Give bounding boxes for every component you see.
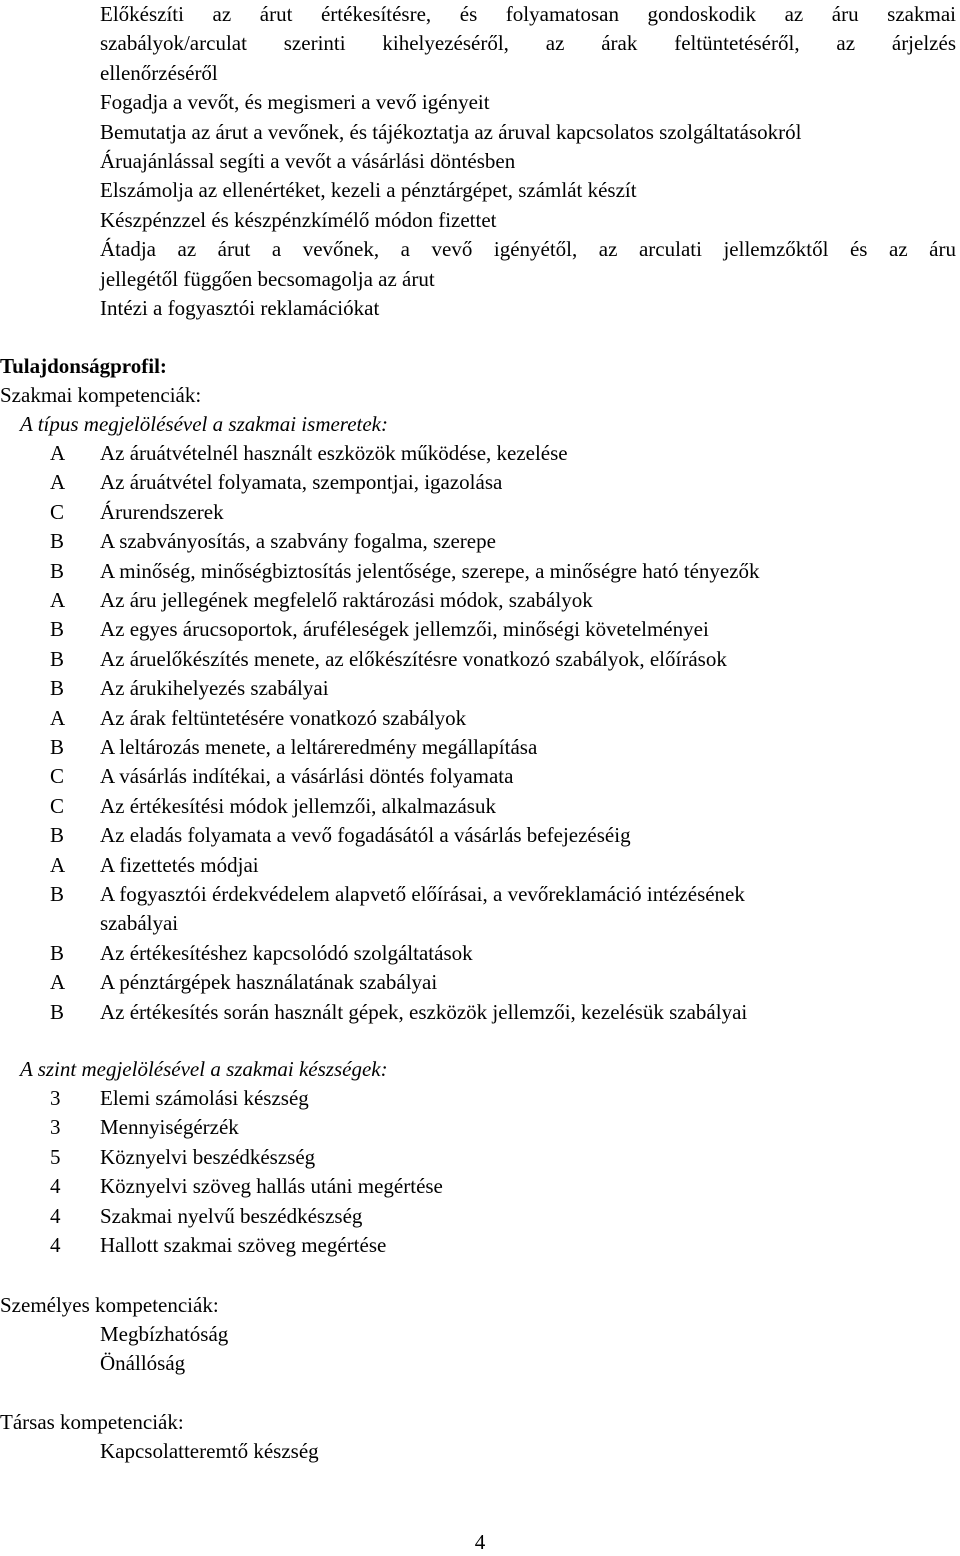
- social-competency-item: Kapcsolatteremtő készség: [100, 1439, 319, 1463]
- intro-line: Előkészíti az árut értékesítésre, és folyamatosan gondoskodik az áru szakmai: [100, 2, 956, 26]
- intro-line: szabályok/arculat szerinti kihelyezéséről, az árak feltüntetéséről, az árjelzés: [100, 31, 956, 56]
- page-number: 4: [474, 1530, 486, 1554]
- intro-line: Intézi a fogyasztói reklamációkat: [100, 296, 380, 320]
- knowledge-grade: A: [50, 852, 66, 877]
- intro-line: Fogadja a vevőt, és megismeri a vevő igényeit: [100, 90, 490, 115]
- knowledge-grade: B: [50, 529, 65, 554]
- intro-line: ellenőrzéséről: [100, 60, 218, 85]
- intro-line: Készpénzzel és készpénzkímélő módon fizettet: [100, 207, 497, 232]
- knowledge-item-text: Az áru jellegének megfelelő raktározási módok, szabályok: [100, 588, 593, 612]
- knowledge-item-text: szabályai: [100, 911, 179, 936]
- knowledge-item-text: Az áruelőkészítés menete, az előkészítésre vonatkozó szabályok, előírások: [100, 646, 727, 671]
- knowledge-item-text: Az értékesítéshez kapcsolódó szolgáltatások: [100, 940, 473, 965]
- knowledge-grade: B: [50, 882, 65, 906]
- skill-level: 4: [50, 1233, 61, 1257]
- knowledge-grade: C: [50, 499, 65, 524]
- skill-level: 3: [50, 1115, 61, 1140]
- knowledge-item-text: A minőség, minőségbiztosítás jelentősége, szerepe, a minőségre ható tényezők: [100, 558, 760, 583]
- skill-item-text: Köznyelvi szöveg hallás utáni megértése: [100, 1174, 443, 1199]
- knowledge-item-text: A vásárlás indítékai, a vásárlási döntés folyamata: [100, 764, 514, 789]
- knowledge-item-text: Az áruátvétel folyamata, szempontjai, igazolása: [100, 470, 503, 495]
- knowledge-item-text: A fogyasztói érdekvédelem alapvető előírásai, a vevőreklamáció intézésének: [100, 882, 745, 906]
- knowledge-grade: A: [50, 470, 66, 495]
- knowledge-item-text: Az értékesítés során használt gépek, eszközök jellemzői, kezelésük szabályai: [100, 999, 748, 1024]
- knowledge-grade: B: [50, 646, 65, 671]
- knowledge-item-text: Az értékesítési módok jellemzői, alkalmazásuk: [100, 793, 496, 818]
- knowledge-grade: B: [50, 617, 65, 642]
- personal-competency-item: Megbízhatóság: [100, 1322, 229, 1346]
- knowledge-item-text: Az áruátvételnél használt eszközök működése, kezelése: [100, 441, 568, 465]
- personal-competencies-label: Személyes kompetenciák:: [0, 1293, 219, 1317]
- knowledge-item-text: A leltározás menete, a leltáreredmény megállapítása: [100, 735, 538, 759]
- skill-item-text: Hallott szakmai szöveg megértése: [100, 1233, 387, 1257]
- knowledge-grade: B: [50, 999, 65, 1024]
- knowledge-item-text: A fizettetés módjai: [100, 852, 259, 877]
- knowledge-grade: B: [50, 558, 65, 583]
- knowledge-item-text: Az árukihelyezés szabályai: [100, 676, 329, 701]
- intro-line: Elszámolja az ellenértéket, kezeli a pénztárgépet, számlát készít: [100, 178, 637, 203]
- knowledge-grade: A: [50, 705, 66, 730]
- knowledge-grade: A: [50, 441, 66, 465]
- personal-competency-item: Önállóság: [100, 1351, 186, 1376]
- skill-item-text: Szakmai nyelvű beszédkészség: [100, 1203, 363, 1228]
- skill-level: 4: [50, 1174, 61, 1199]
- knowledge-item-text: Árurendszerek: [100, 499, 224, 524]
- knowledge-grade: B: [50, 823, 65, 848]
- skill-item-text: Mennyiségérzék: [100, 1115, 239, 1140]
- knowledge-item-text: A szabványosítás, a szabvány fogalma, szerepe: [100, 529, 496, 554]
- intro-line: jellegétől függően becsomagolja az árut: [100, 266, 435, 291]
- knowledge-grade: B: [50, 676, 65, 701]
- skill-level: 4: [50, 1203, 61, 1228]
- intro-line: Áruajánlással segíti a vevőt a vásárlási döntésben: [100, 149, 516, 173]
- knowledge-grade: C: [50, 793, 65, 818]
- knowledge-item-text: Az egyes árucsoportok, áruféleségek jellemzői, minőségi követelményei: [100, 617, 709, 642]
- knowledge-item-text: Az árak feltüntetésére vonatkozó szabályok: [100, 705, 467, 730]
- skills-subheading: A szint megjelölésével a szakmai készségek:: [20, 1057, 388, 1081]
- knowledge-subheading: A típus megjelölésével a szakmai ismeretek:: [20, 412, 388, 436]
- knowledge-item-text: A pénztárgépek használatának szabályai: [100, 970, 438, 995]
- skill-level: 3: [50, 1086, 61, 1110]
- social-competencies-label: Társas kompetenciák:: [0, 1410, 184, 1434]
- profile-heading: Tulajdonságprofil:: [0, 354, 167, 378]
- intro-line: Bemutatja az árut a vevőnek, és tájékoztatja az áruval kapcsolatos szolgáltatásokról: [100, 119, 802, 144]
- intro-line: Átadja az árut a vevőnek, a vevő igényétől, az arculati jellemzőktől és az áru: [100, 237, 956, 262]
- professional-competencies-label: Szakmai kompetenciák:: [0, 383, 202, 407]
- knowledge-grade: B: [50, 940, 65, 965]
- knowledge-grade: A: [50, 588, 66, 612]
- knowledge-item-text: Az eladás folyamata a vevő fogadásától a vásárlás befejezéséig: [100, 823, 631, 848]
- skill-level: 5: [50, 1144, 61, 1169]
- skill-item-text: Köznyelvi beszédkészség: [100, 1144, 316, 1169]
- knowledge-grade: C: [50, 764, 65, 789]
- skill-item-text: Elemi számolási készség: [100, 1086, 309, 1110]
- knowledge-grade: A: [50, 970, 66, 995]
- knowledge-grade: B: [50, 735, 65, 759]
